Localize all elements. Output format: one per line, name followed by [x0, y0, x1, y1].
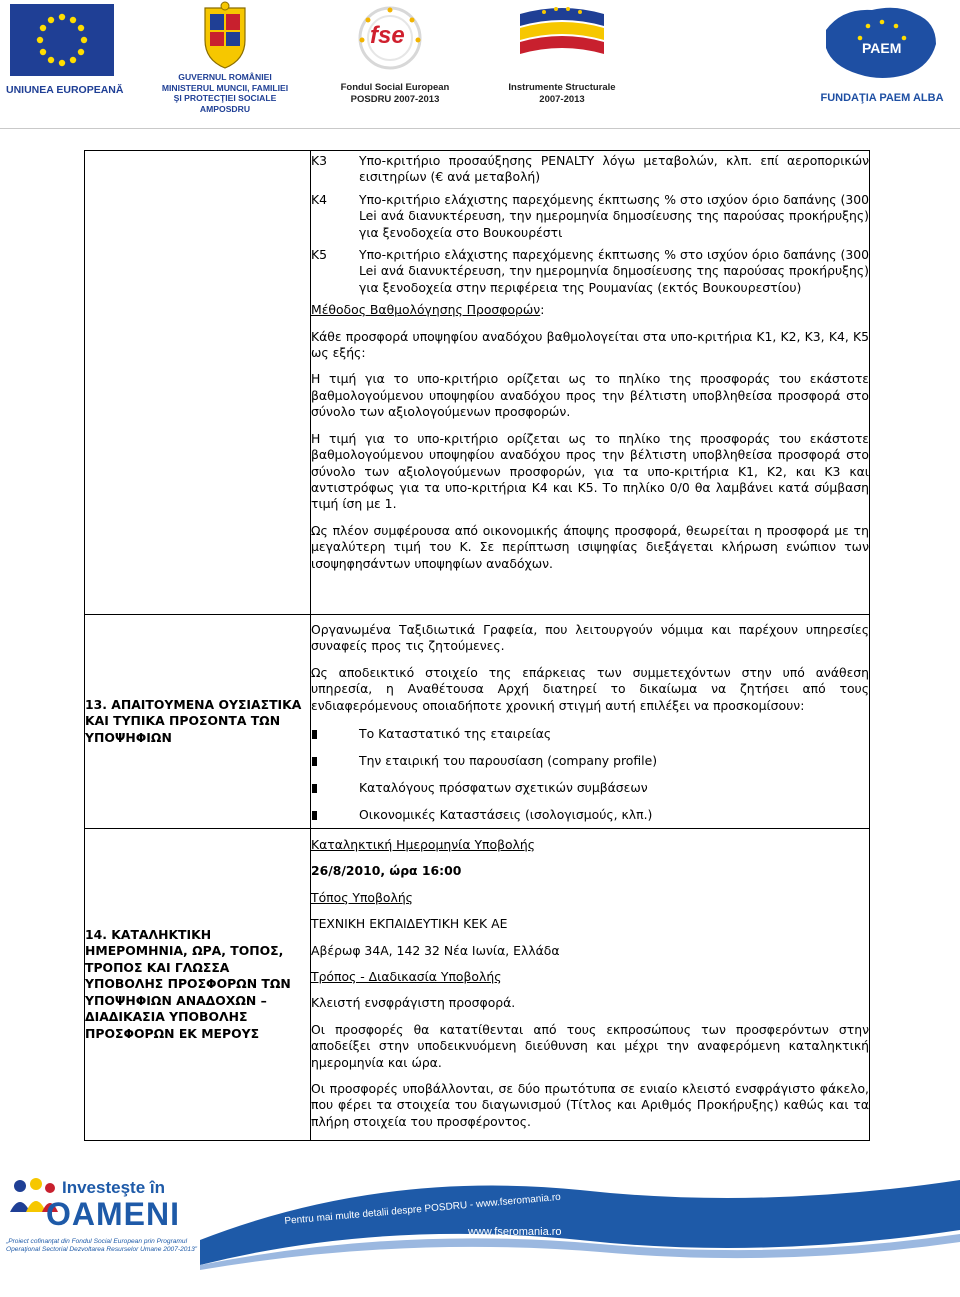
criterion-text: Υπο-κριτήριο προσαύξησης PENALTY λόγω μεταβολών, κλπ. επί αεροπορικών εισιτηρίων (€ ανά μεταβολή)	[359, 153, 869, 185]
list-item	[311, 807, 869, 823]
page-header	[0, 0, 960, 130]
section-14-content	[311, 829, 870, 1141]
paem-caption: FUNDAŢIA PAEM ALBA	[820, 92, 944, 104]
structural-instruments-caption	[492, 82, 632, 106]
fse-caption-line: POSDRU 2007-2013	[350, 94, 440, 105]
section-14-paragraph: Κλειστή ενσφράγιστη προσφορά.	[311, 995, 516, 1011]
government-caption-line: MINISTERUL MUNCII, FAMILIEI	[161, 82, 289, 93]
government-caption-line: GUVERNUL ROMÂNIEI	[178, 72, 272, 82]
criterion-code: K3	[311, 153, 328, 168]
footer-banner-text: Pentru mai multe detalii despre POSDRU - www.fseromania.ro	[284, 1191, 562, 1227]
deadline-heading-text: Καταληκτική Ημερομηνία Υποβολής	[311, 837, 536, 852]
eu-flag-icon	[6, 0, 118, 82]
submission-method-heading-text: Τρόπος - Διαδικασία Υποβολής	[311, 969, 502, 985]
criterion-k3	[311, 153, 869, 186]
method-paragraph: Κάθε προσφορά υποψηφίου αναδόχου βαθμολογείται στα υπο-κριτήρια Κ1, Κ2, Κ3, Κ4, Κ5 ως εξής:	[311, 328, 869, 361]
coat-of-arms-icon	[150, 0, 300, 70]
eu-logo	[6, 0, 124, 110]
invest-line-1: Investeşte în	[62, 1178, 165, 1197]
criterion-k4	[311, 192, 869, 241]
criterion-code: K5	[311, 247, 328, 263]
submission-method-heading	[311, 969, 869, 985]
deadline-value: 26/8/2010, ώρα 16:00	[311, 863, 462, 879]
invest-in-people-logo	[6, 1176, 196, 1266]
criterion-code: K4	[311, 191, 328, 207]
government-caption	[150, 72, 300, 114]
list-item	[311, 753, 869, 769]
government-caption-line: AMPOSDRU	[199, 103, 251, 114]
structural-instruments-logo	[492, 0, 632, 112]
section-13-content	[311, 615, 870, 829]
flag-wave-icon	[492, 0, 632, 80]
place-heading-text: Τόπος Υποβολής	[311, 889, 413, 905]
list-item-text: Την εταιρική του παρουσίαση (company profile)	[359, 752, 658, 768]
header-divider	[0, 128, 960, 129]
bullet-square-icon	[312, 784, 317, 793]
cofinancing-note-line: Operaţional Sectorial Dezvoltarea Resurselor Umane 2007-2013”	[6, 1246, 197, 1253]
government-logo	[150, 0, 300, 120]
paem-mark: PAEM	[862, 40, 902, 56]
cofinancing-note-line: „Proiect cofinanţat din Fondul Social European prin Programul	[6, 1238, 188, 1245]
list-item-text: Οικονομικές Καταστάσεις (ισολογισμούς, κλπ.)	[359, 806, 653, 822]
bullet-square-icon	[312, 730, 317, 739]
left-cell-empty	[85, 151, 311, 615]
place-heading	[311, 890, 869, 906]
section-13-paragraph: Ως αποδεικτικό στοιχείο της επάρκειας των συμμετεχόντων στην υπό ανάθεση υπηρεσία, η Αναθέτουσα Αρχή διατηρεί το δικαίωμα να ζητήσει από τους ενδιαφερόμενους οποιαδήποτε χρονική στιγμή αυτή επιλέξει να προσκομίσουν:	[311, 664, 869, 713]
page-footer	[0, 1160, 960, 1297]
fse-mark: fse	[370, 22, 405, 49]
footer-banner-url: www.fseromania.ro	[468, 1226, 562, 1238]
fse-caption	[330, 82, 460, 106]
section-13-title: 13. ΑΠΑΙΤΟΥΜΕΝΑ ΟΥΣΙΑΣΤΙΚΑ ΚΑΙ ΤΥΠΙΚΑ ΠΡΟΣΟΝΤΑ ΤΩΝ ΥΠΟΨΗΦΙΩΝ	[85, 615, 311, 829]
list-item	[311, 780, 869, 796]
criterion-text: Υπο-κριτήριο ελάχιστης παρεχόμενης έκπτωσης % στο ισχύον όριο δαπάνης (300 Lei ανά διανυκτέρευση, την ημερομηνία δημοσίευσης της παρούσας προκήρυξης) για ξενοδοχεία στην περιφέρεια της Ρουμανίας (εκτός Βουκουρεστίου)	[359, 247, 869, 295]
section-13-paragraph: Οργανωμένα Ταξιδιωτικά Γραφεία, που λειτουργούν νόμιμα και παρέχουν υπηρεσίες συναφείς προς τις ζητούμενες.	[311, 622, 869, 654]
method-paragraph: Η τιμή για το υπο-κριτήριο ορίζεται ως το πηλίκο της προσφοράς του εκάστοτε βαθμολογούμενου υποψηφίου αναδόχου προς την βέλτιστη υποβληθείσα προσφορά στο σύνολο των αξιολογούμενων προσφορών, για τα υπο-κριτήρια Κ1, Κ2, και Κ3 και αντιστρόφως για τα υπο-κριτήρια Κ4 και Κ5. Το πηλίκο 0/0 θα λαμβάνει κατά σύμβαση τιμή ίση με 1.	[311, 430, 869, 512]
deadline-heading	[311, 837, 869, 853]
section-14-title: 14. ΚΑΤΑΛΗΚΤΙΚΗ ΗΜΕΡΟΜΗΝΙΑ, ΩΡΑ, ΤΟΠΟΣ, ΤΡΟΠΟΣ ΚΑΙ ΓΛΩΣΣΑ ΥΠΟΒΟΛΗΣ ΠΡΟΣΦΟΡΩΝ ΤΩΝ ΥΠΟΨΗΦΙΩΝ ΑΝΑΔΟΧΩΝ – ΔΙΑΔΙΚΑΣΙΑ ΥΠΟΒΟΛΗΣ ΠΡΟΣΦΟΡΩΝ ΕΚ ΜΕΡΟΥΣ	[85, 829, 311, 1141]
cofinancing-note	[6, 1238, 206, 1254]
company-address: Αβέρωφ 34Α, 142 32 Νέα Ιωνία, Ελλάδα	[311, 942, 560, 958]
table-row	[85, 615, 870, 829]
company-name: ΤΕΧΝΙΚΗ ΕΚΠΑΙΔΕΥΤΙΚΗ ΚΕΚ ΑΕ	[311, 916, 508, 932]
table-row	[85, 829, 870, 1141]
criterion-text: Υπο-κριτήριο ελάχιστης παρεχόμενης έκπτωσης % στο ισχύον όριο δαπάνης (300 Lei ανά διανυκτέρευση, την ημερομηνία δημοσίευσης της παρούσας προκήρυξης) για ξενοδοχεία στο Βουκουρέστι	[359, 191, 869, 240]
table-row	[85, 151, 870, 615]
bullet-square-icon	[312, 811, 317, 820]
method-paragraph: Ως πλέον συμφέρουσα από οικονομικής άποψης προσφορά, θεωρείται η προσφορά με τη μεγαλύτερη τιμή του Κ. Σε περίπτωση ισιψηφίας διεξάγεται κλήρωση ενώπιον των ισοψηφησάντων υποψηφίων αναδόχων.	[311, 522, 869, 571]
eu-caption: UNIUNEA EUROPEANĂ	[6, 84, 124, 96]
fse-logo	[330, 0, 460, 112]
list-item	[311, 726, 869, 742]
method-heading-colon: :	[540, 302, 545, 318]
invest-line-2: OAMENI	[46, 1196, 180, 1232]
structural-caption-line: Instrumente Structurale	[508, 82, 616, 93]
criteria-cell	[311, 151, 870, 615]
section-14-paragraph: Οι προσφορές θα κατατίθενται από τους εκπροσώπους των προσφερόντων στην αποδείξει στην υποδεικνυόμενη διεύθυνση και μέχρι την αναφερόμενη καταληκτική ημερομηνία και ώρα.	[311, 1021, 869, 1070]
section-14-paragraph: Οι προσφορές υποβάλλονται, σε δύο πρωτότυπα σε ενιαίο κλειστό ενσφράγιστο φάκελο, που φέρει τα στοιχεία του διαγωνισμού (Τίτλος και Αριθμός Προκήρυξης) καθώς και τα πλήρη στοιχεία του προσφέροντος.	[311, 1081, 869, 1129]
government-caption-line: ŞI PROTECŢIEI SOCIALE	[173, 93, 277, 103]
list-item-text: Καταλόγους πρόσφατων σχετικών συμβάσεων	[359, 779, 648, 795]
paem-logo	[812, 0, 952, 112]
specification-table	[84, 150, 870, 1141]
list-item-text: Το Καταστατικό της εταιρείας	[359, 725, 552, 741]
method-heading-text: Μέθοδος Βαθμολόγησης Προσφορών	[311, 302, 541, 318]
structural-caption-line: 2007-2013	[539, 94, 585, 105]
bullet-square-icon	[312, 757, 317, 766]
criterion-k5	[311, 247, 869, 296]
fse-caption-line: Fondul Social European	[340, 82, 450, 93]
method-heading	[311, 302, 869, 318]
method-paragraph: Η τιμή για το υπο-κριτήριο ορίζεται ως το πηλίκο της προσφοράς του εκάστοτε βαθμολογούμενου υποψηφίου αναδόχου προς την βέλτιστη υποβληθείσα προσφορά στο σύνολο των αξιολογούμενων προσφορών.	[311, 371, 869, 420]
